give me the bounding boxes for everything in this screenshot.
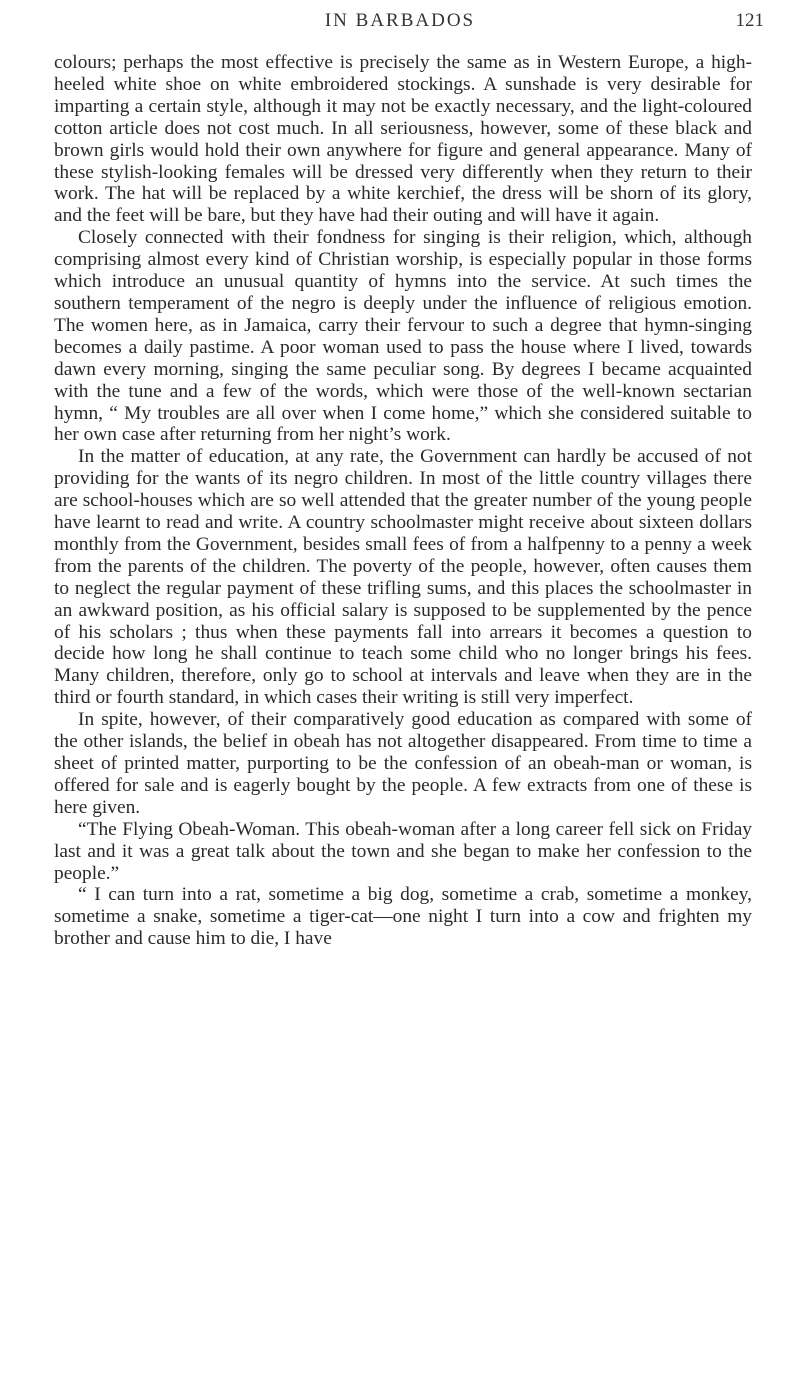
paragraph-quote-title: “The Flying Obeah-Woman. This obeah-woman after a long career fell sick on Friday last and it was a great talk about the town and she began to make her confession to the people.” bbox=[54, 818, 752, 884]
paragraph-quote-body: “ I can turn into a rat, sometime a big dog, sometime a crab, sometime a monkey, sometime a snake, sometime a tiger-cat—one night I turn into a cow and frighten my brother and cause him to die, I have bbox=[54, 884, 752, 950]
running-head bbox=[60, 6, 764, 36]
paragraph-obeah: In spite, however, of their comparatively good education as compared with some of the other islands, the belief in obeah has not altogether disappeared. From time to time a sheet of printed matter, purporting to be the confession of an obeah-man or woman, is offered for sale and is eagerly bought by the people. A few extracts from one of these is here given. bbox=[54, 709, 752, 818]
page-number: 121 bbox=[735, 10, 764, 31]
body-text bbox=[54, 52, 752, 950]
running-title: IN BARBADOS bbox=[324, 10, 476, 31]
paragraph-dress: colours; perhaps the most effective is precisely the same as in Western Europe, a high-heeled white shoe on white embroidered stockings. A sunshade is very desirable for imparting a certain style, although it may not be exactly necessary, and the light-coloured cotton article does not cost much. In all seriousness, however, some of these black and brown girls would hold their own anywhere for figure and general appearance. Many of these stylish-looking females will be dressed very differently when they return to their work. The hat will be replaced by a white kerchief, the dress will be shorn of its glory, and the feet will be bare, but they have had their outing and will have it again. bbox=[54, 52, 752, 227]
paragraph-religion: Closely connected with their fondness for singing is their religion, which, although comprising almost every kind of Christian worship, is especially popular in those forms which introduce an unusual quantity of hymns into the service. At such times the southern temperament of the negro is deeply under the influence of religious emotion. The women here, as in Jamaica, carry their fervour to such a degree that hymn-singing becomes a daily pastime. A poor woman used to pass the house where I lived, towards dawn every morning, singing the same peculiar song. By degrees I became acquainted with the tune and a few of the words, which were those of the well-known sectarian hymn, “ My troubles are all over when I come home,” which she considered suitable to her own case after returning from her night’s work. bbox=[54, 227, 752, 446]
paragraph-education: In the matter of education, at any rate, the Government can hardly be accused of not providing for the wants of its negro children. In most of the little country villages there are school-houses which are so well attended that the greater number of the young people have learnt to read and write. A country schoolmaster might receive about sixteen dollars monthly from the Government, besides small fees of from a halfpenny to a penny a week from the parents of the children. The poverty of the people, however, often causes them to neglect the regular payment of these trifling sums, and this places the schoolmaster in an awkward position, as his official salary is supposed to be supplemented by the pence of his scholars ; thus when these payments fall into arrears it becomes a question to decide how long he shall continue to teach some child who no longer brings his fees. Many children, therefore, only go to school at intervals and leave when they are in the third or fourth standard, in which cases their writing is still very imperfect. bbox=[54, 446, 752, 709]
